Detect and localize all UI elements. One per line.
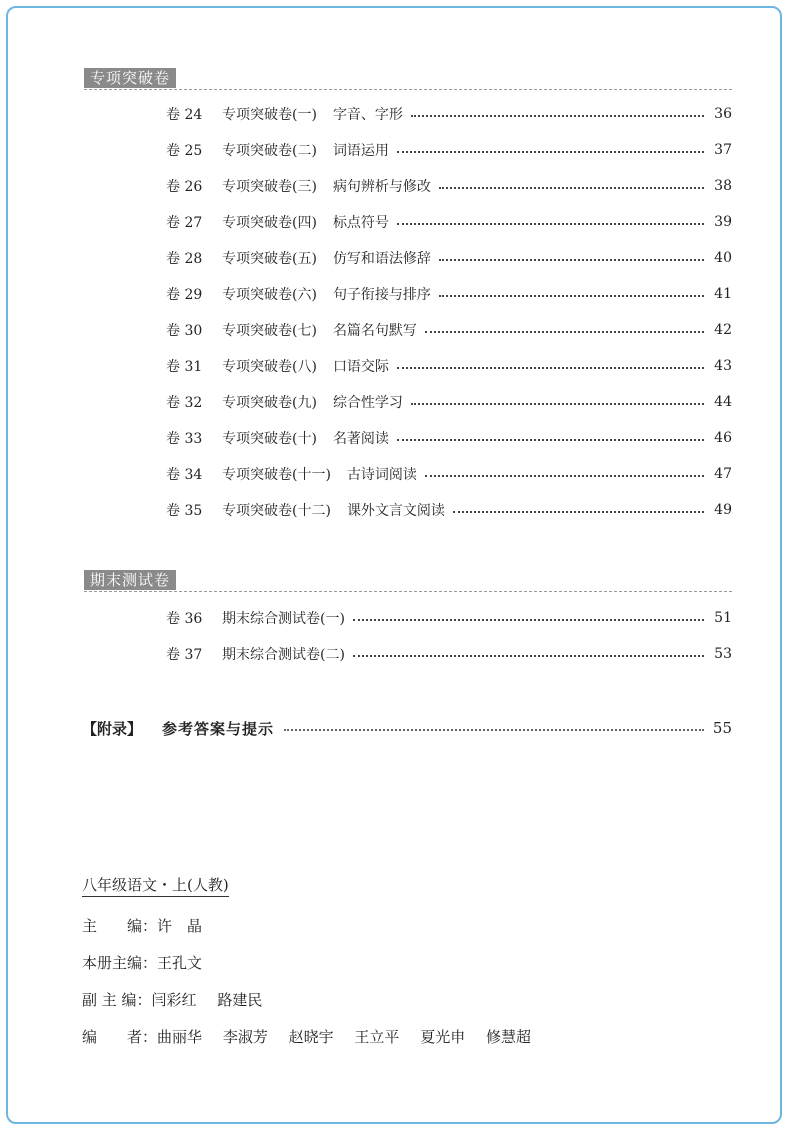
toc-page-number: 44 [714,394,732,410]
toc-volume: 卷 37 [166,647,203,663]
toc-section: 专项突破卷(七) [222,323,317,339]
toc-section: 专项突破卷(五) [222,251,317,267]
toc-volume: 卷 33 [166,431,203,447]
toc-topic: 古诗词阅读 [346,467,417,483]
toc-leader-dots [411,115,704,117]
toc-volume: 卷 24 [166,107,203,123]
toc-row[interactable] [166,492,732,528]
toc-volume: 卷 30 [166,323,203,339]
toc-volume: 卷 28 [166,251,203,267]
credit-name: 修慧超 [486,1028,532,1046]
toc-volume: 卷 25 [166,143,203,159]
toc-leader-dots [353,619,704,621]
credit-name: 路建民 [217,991,263,1009]
toc-page-number: 46 [714,430,732,446]
toc-volume: 卷 29 [166,287,203,303]
toc-page-number: 39 [714,214,732,230]
credit-line-editors [82,1018,582,1055]
toc-volume: 卷 27 [166,215,203,231]
toc-leader-dots [425,475,704,477]
credit-name: 赵晓宇 [288,1028,334,1046]
section-header-label: 专项突破卷 [84,68,176,88]
credit-name: 曲丽华 [157,1028,203,1046]
toc-topic: 综合性学习 [332,395,403,411]
section-header-rule [84,89,732,90]
toc-row[interactable] [166,168,732,204]
toc-section: 专项突破卷(六) [222,287,317,303]
appendix-title: 参考答案与提示 [162,719,275,738]
toc-topic: 字音、字形 [332,107,403,123]
toc-row[interactable] [166,204,732,240]
toc-topic: 名篇名句默写 [332,323,417,339]
toc-list-special [166,96,732,528]
toc-topic: 课外文言文阅读 [346,503,445,519]
toc-row[interactable] [166,240,732,276]
toc-page-number: 41 [714,286,732,302]
section-header-rule [84,591,732,592]
toc-list-final [166,600,732,672]
toc-leader-dots [439,295,704,297]
toc-leader-dots [425,331,704,333]
toc-section: 期末综合测试卷(二) [222,647,345,663]
credit-name: 李淑芳 [222,1028,268,1046]
toc-topic: 名著阅读 [332,431,389,447]
toc-page-number: 53 [714,646,732,662]
credit-role: 编 者： [82,1028,158,1046]
toc-section: 专项突破卷(三) [222,179,317,195]
toc-leader-dots [353,655,704,657]
section-header-final [84,570,732,592]
credit-names [157,915,218,936]
toc-volume: 卷 31 [166,359,203,375]
toc-row[interactable] [166,96,732,132]
toc-page-number: 51 [714,610,732,626]
toc-topic: 标点符号 [332,215,389,231]
section-header-label: 期末测试卷 [84,570,176,590]
toc-leader-dots [397,151,704,153]
toc-leader-dots [439,259,704,261]
toc-section: 专项突破卷(四) [222,215,317,231]
toc-row[interactable] [166,348,732,384]
toc-leader-dots [397,439,704,441]
toc-page-number: 40 [714,250,732,266]
toc-page-number: 49 [714,502,732,518]
toc-page-number: 42 [714,322,732,338]
credit-role: 副 主 编： [82,991,152,1009]
toc-topic: 仿写和语法修辞 [332,251,431,267]
toc-appendix-row[interactable] [82,716,732,740]
toc-leader-dots [439,187,704,189]
toc-leader-dots [397,367,704,369]
toc-page-number: 37 [714,142,732,158]
toc-section: 专项突破卷(十一) [222,467,331,483]
toc-row[interactable] [166,600,732,636]
toc-section: 专项突破卷(二) [222,143,317,159]
toc-row[interactable] [166,132,732,168]
toc-page-number: 47 [714,466,732,482]
toc-row[interactable] [166,312,732,348]
toc-topic: 病句辨析与修改 [332,179,431,195]
toc-leader-dots [397,223,704,225]
toc-topic: 词语运用 [332,143,389,159]
toc-volume: 卷 34 [166,467,203,483]
toc-section: 专项突破卷(八) [222,359,317,375]
toc-row[interactable] [166,420,732,456]
credits-block [82,874,582,1055]
toc-section: 专项突破卷(一) [222,107,317,123]
toc-section: 专项突破卷(九) [222,395,317,411]
credit-name: 夏光申 [420,1028,466,1046]
toc-leader-dots [411,403,704,405]
credit-name: 许 晶 [157,917,203,935]
credit-role: 主 编： [82,917,158,935]
book-title: 八年级语文・上(人教) [82,874,229,897]
toc-volume: 卷 36 [166,611,203,627]
toc-section: 专项突破卷(十) [222,431,317,447]
toc-page-number: 36 [714,106,732,122]
toc-page-number: 55 [712,719,732,737]
toc-topic: 口语交际 [332,359,389,375]
toc-row[interactable] [166,456,732,492]
toc-row[interactable] [166,636,732,672]
toc-row[interactable] [166,276,732,312]
toc-leader-dots [453,511,704,513]
credit-line-deputy-editor [82,981,582,1018]
credit-name: 闫彩红 [151,991,197,1009]
section-header-special [84,68,732,90]
toc-page-number: 38 [714,178,732,194]
credit-role: 本册主编： [82,954,158,972]
toc-volume: 卷 32 [166,395,203,411]
credit-name: 王孔文 [157,954,203,972]
credit-names [157,952,218,973]
toc-row[interactable] [166,384,732,420]
credit-names [157,1026,547,1047]
credit-line-chief-editor [82,907,582,944]
credit-name: 王立平 [354,1028,400,1046]
credit-line-volume-editor [82,944,582,981]
toc-volume: 卷 26 [166,179,203,195]
toc-leader-dots [284,729,704,731]
appendix-label: 【附录】 [82,719,143,738]
toc-volume: 卷 35 [166,503,203,519]
toc-section: 期末综合测试卷(一) [222,611,345,627]
toc-topic: 句子衔接与排序 [332,287,431,303]
credit-names [152,989,279,1010]
toc-page-number: 43 [714,358,732,374]
toc-section: 专项突破卷(十二) [222,503,331,519]
